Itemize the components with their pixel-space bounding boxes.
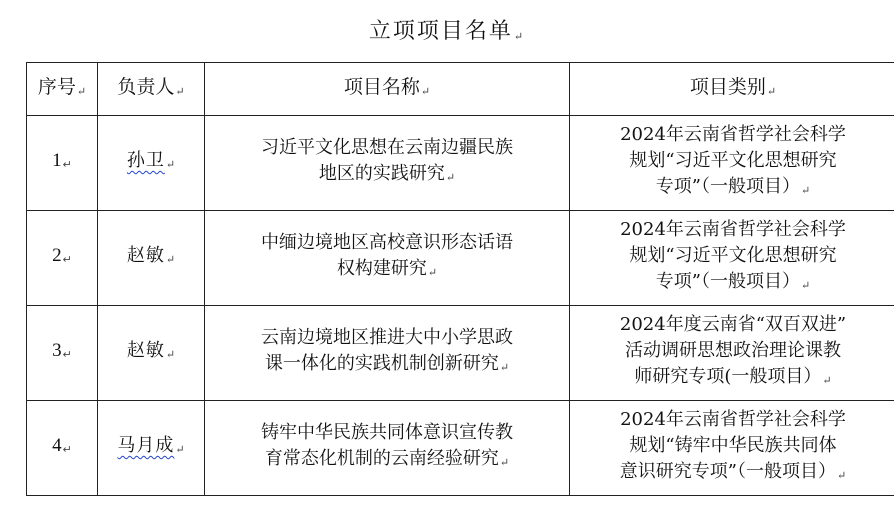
- row-serial: 2↵: [27, 211, 98, 306]
- header-project-category: 项目类别↵: [570, 63, 894, 116]
- table-row: [27, 116, 894, 211]
- table-row: [27, 306, 894, 401]
- header-project-name: 项目名称↵: [205, 63, 570, 116]
- row-project-category: 2024年云南省哲学社会科学 规划“铸牢中华民族共同体 意识研究专项”（一般项目）↵: [570, 401, 894, 496]
- row-project-name: 云南边境地区推进大中小学思政 课一体化的实践机制创新研究↵: [205, 306, 570, 401]
- row-project-category: 2024年度云南省“双百双进” 活动调研思想政治理论课教 师研究专项(一般项目）↵: [570, 306, 894, 401]
- table-row: [27, 401, 894, 496]
- row-leader: 赵敏↵: [98, 211, 205, 306]
- row-project-name: 习近平文化思想在云南边疆民族 地区的实践研究↵: [205, 116, 570, 211]
- row-leader: 马月成↵: [98, 401, 205, 496]
- row-project-name: 中缅边境地区高校意识形态话语 权构建研究↵: [205, 211, 570, 306]
- table-row: [27, 211, 894, 306]
- page-title: 立项项目名单↵: [368, 19, 526, 44]
- row-leader: 孙卫↵: [98, 116, 205, 211]
- row-serial: 1↵: [27, 116, 98, 211]
- row-leader: 赵敏↵: [98, 306, 205, 401]
- row-project-category: 2024年云南省哲学社会科学 规划“习近平文化思想研究 专项”（一般项目）↵: [570, 211, 894, 306]
- row-serial: 3↵: [27, 306, 98, 401]
- table-header-row: [27, 63, 894, 116]
- header-serial: 序号↵: [27, 63, 98, 116]
- row-project-name: 铸牢中华民族共同体意识宣传教 育常态化机制的云南经验研究↵: [205, 401, 570, 496]
- header-leader: 负责人↵: [98, 63, 205, 116]
- project-table: [26, 62, 894, 496]
- row-serial: 4↵: [27, 401, 98, 496]
- row-project-category: 2024年云南省哲学社会科学 规划“习近平文化思想研究 专项”（一般项目）↵: [570, 116, 894, 211]
